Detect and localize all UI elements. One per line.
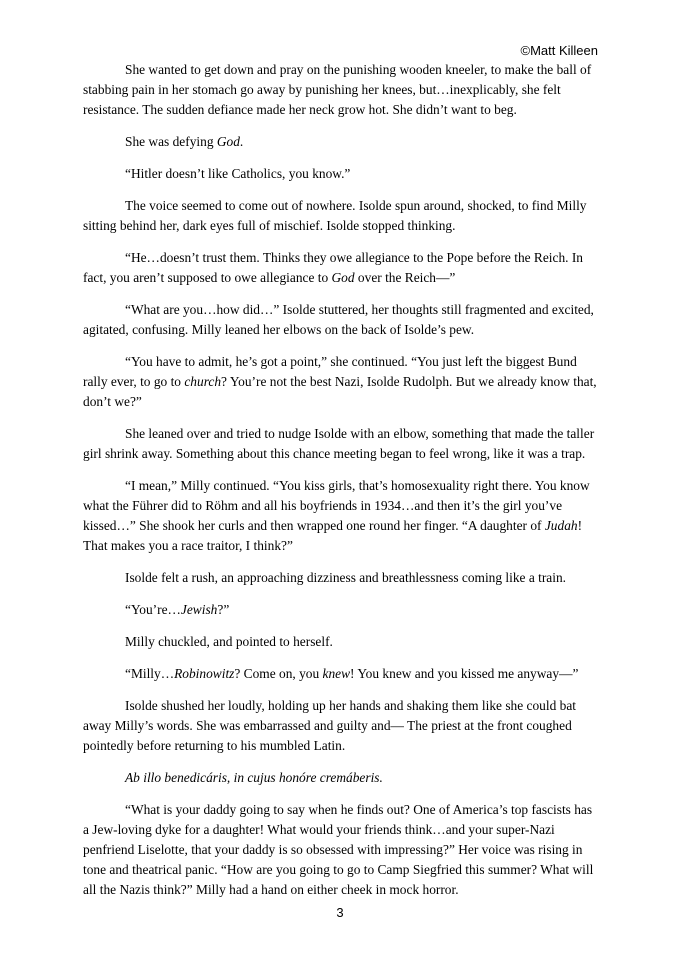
text-run: “He…doesn’t trust them. Thinks they owe allegiance to the Pope before the Reich. In fact, you aren’t supposed to owe allegiance to <box>83 250 584 285</box>
italic-text: knew <box>322 666 351 681</box>
paragraph <box>83 164 598 184</box>
text-run: She leaned over and tried to nudge Isolde with an elbow, something that made the taller girl shrink away. Something about this chance meeting began to feel wrong, like it was a trap. <box>83 426 595 461</box>
text-run: . <box>239 134 244 149</box>
text-run: She wanted to get down and pray on the punishing wooden kneeler, to make the ball of stabbing pain in her stomach go away by punishing her knees, but…inexplicably, she felt resistance. The sudden defiance made her neck grow hot. She didn’t want to beg. <box>83 62 592 117</box>
body-text <box>83 60 598 912</box>
text-run: ! That makes you a race traitor, I think?” <box>83 518 583 553</box>
paragraph <box>83 424 598 464</box>
paragraph <box>83 600 598 620</box>
text-run: “Hitler doesn’t like Catholics, you know.” <box>125 166 351 181</box>
text-run: “What is your daddy going to say when he finds out? One of America’s top fascists has a Jew-loving dyke for a daughter! What would your friends think…and your super-Nazi penfriend Liselotte, that your daddy is so obsessed with impressing?” Her voice was rising in tone and theatrical panic. “How are you going to go to Camp Siegfried this summer? What will all the Nazis think?” Milly had a hand on either cheek in mock horror. <box>83 802 594 897</box>
paragraph <box>83 568 598 588</box>
paragraph <box>83 664 598 684</box>
paragraph <box>83 60 598 120</box>
text-run: Isolde felt a rush, an approaching dizziness and breathlessness coming like a train. <box>125 570 567 585</box>
paragraph <box>83 800 598 900</box>
italic-text: Judah <box>544 518 578 533</box>
text-run: She was defying <box>125 134 217 149</box>
italic-text: God <box>216 134 240 149</box>
text-run: The voice seemed to come out of nowhere. Isolde spun around, shocked, to find Milly sitting behind her, dark eyes full of mischief. Isolde stopped thinking. <box>83 198 587 233</box>
paragraph <box>83 132 598 152</box>
italic-text: Robinowitz <box>174 666 235 681</box>
text-run: ?” <box>217 602 230 617</box>
italic-text: Ab illo benedicáris, in cujus honóre cremáberis. <box>125 770 383 785</box>
text-run: Milly chuckled, and pointed to herself. <box>125 634 333 649</box>
text-run: “What are you…how did…” Isolde stuttered, her thoughts still fragmented and excited, agitated, confusing. Milly leaned her elbows on the back of Isolde’s pew. <box>83 302 594 337</box>
paragraph <box>83 696 598 756</box>
paragraph <box>83 352 598 412</box>
text-run: over the Reich—” <box>354 270 456 285</box>
text-run: “Milly… <box>125 666 175 681</box>
paragraph <box>83 476 598 556</box>
paragraph <box>83 768 598 788</box>
copyright-header: ©Matt Killeen <box>520 43 598 58</box>
paragraph <box>83 248 598 288</box>
paragraph <box>83 300 598 340</box>
italic-text: Jewish <box>180 602 218 617</box>
text-run: “You’re… <box>125 602 181 617</box>
text-run: ! You knew and you kissed me anyway—” <box>350 666 579 681</box>
paragraph <box>83 632 598 652</box>
text-run: Isolde shushed her loudly, holding up her hands and shaking them like she could bat away Milly’s words. She was embarrassed and guilty and— The priest at the front coughed pointedly before returning to his mumbled Latin. <box>83 698 576 753</box>
paragraph <box>83 196 598 236</box>
text-run: “I mean,” Milly continued. “You kiss girls, that’s homosexuality right there. You know what the Führer did to Röhm and all his boyfriends in 1934…and then it’s the girl you’ve kissed…” She shook her curls and then wrapped one round her finger. “A daughter of <box>83 478 590 533</box>
page-number: 3 <box>336 905 344 920</box>
text-run: ? Come on, you <box>234 666 323 681</box>
italic-text: God <box>331 270 355 285</box>
text-run: ? You’re not the best Nazi, Isolde Rudolph. But we already know that, don’t we?” <box>83 374 597 409</box>
italic-text: church <box>184 374 222 389</box>
text-run: “You have to admit, he’s got a point,” she continued. “You just left the biggest Bund rally ever, to go to <box>83 354 577 389</box>
